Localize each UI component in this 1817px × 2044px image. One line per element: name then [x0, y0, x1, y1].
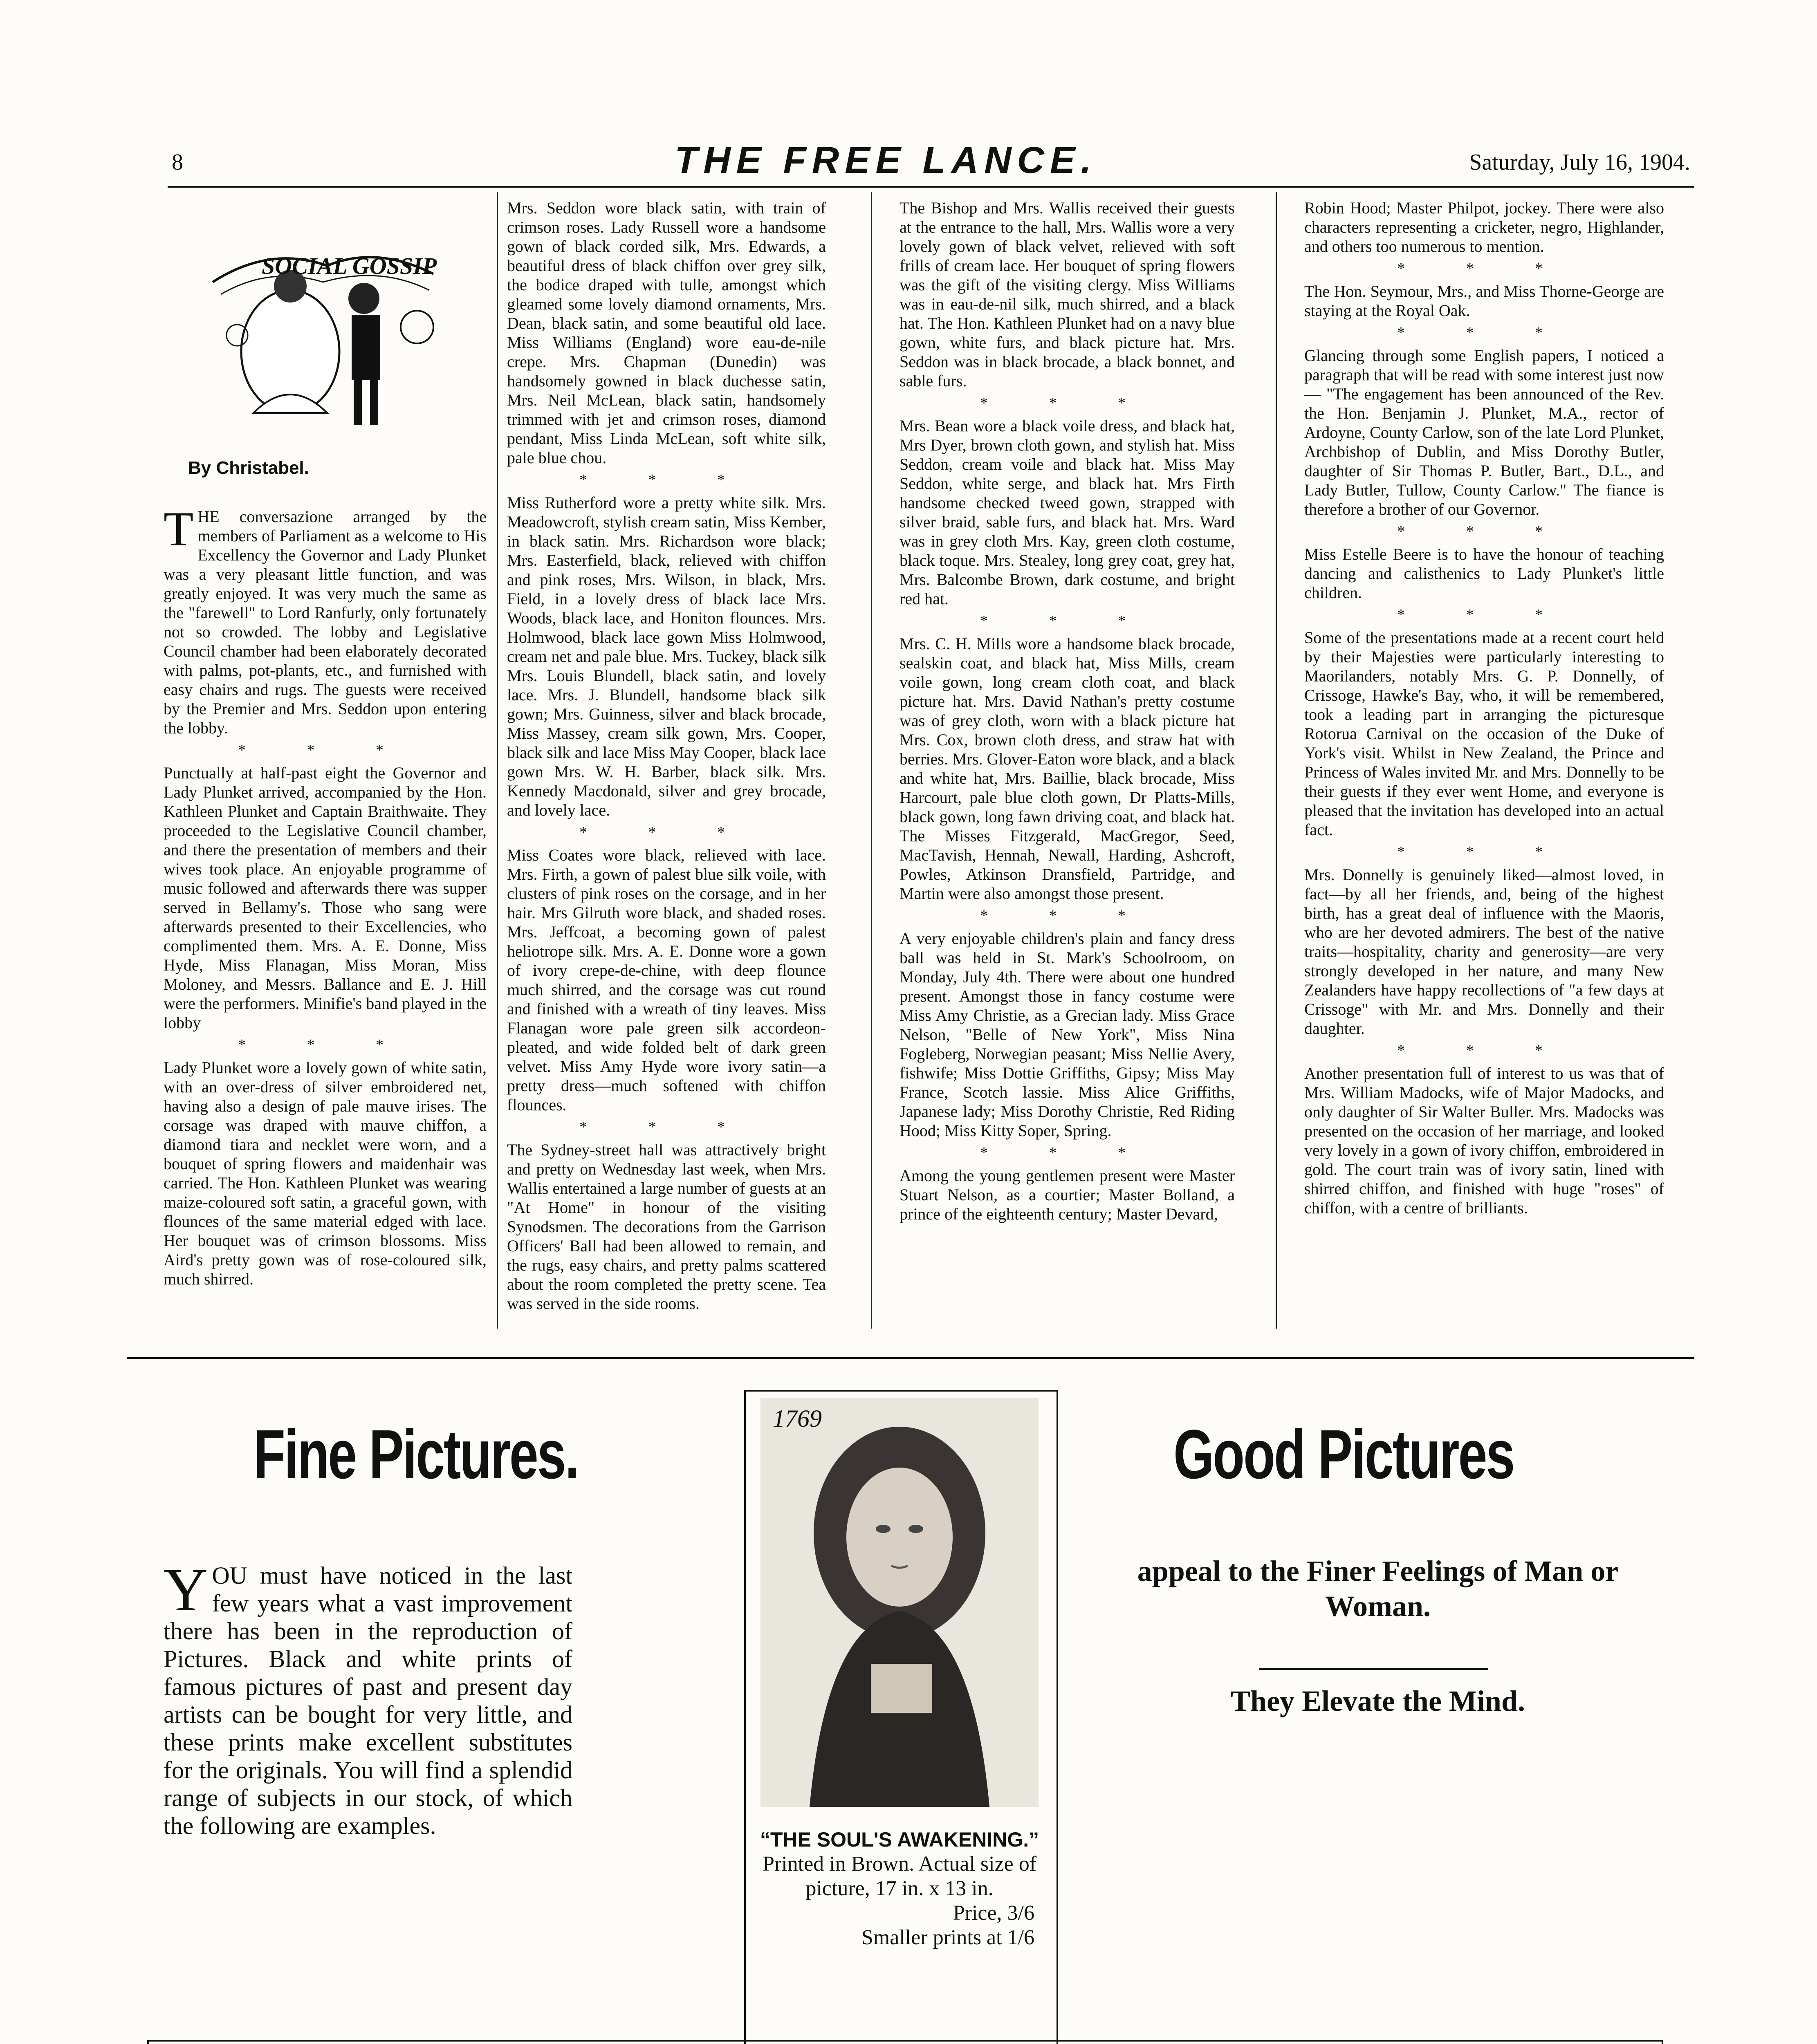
paragraph: Glancing through some English papers, I noticed a paragraph that will be read with some interest just now — "The engagement has been announced of the Rev. the Hon. Benjamin J. Plunket, M.A., rector of Ardoyne, County Carlow, son of the late Lord Plunket, Archbishop of Dublin, and Miss Dorothy Butler, daughter of Sir Thomas P. Butler, Bart., D.L., and Lady Butler, Tullow, County Carlow." The fiance is therefore a brother of our Governor.: [1304, 346, 1664, 518]
fine-pictures-body: [164, 1556, 572, 1840]
good-pictures-tagline-2: They Elevate the Mind.: [1231, 1685, 1525, 1717]
column-divider: [871, 192, 872, 1329]
column-divider: [497, 192, 498, 1329]
section-separator: * * *: [1397, 260, 1571, 277]
social-gossip-logo: [188, 229, 466, 437]
section-separator: * * *: [1397, 523, 1571, 540]
plate-number: 1769: [773, 1405, 822, 1432]
paragraph: Miss Rutherford wore a pretty white silk. Mrs. Meadowcroft, stylish cream satin, Miss Kember, in black satin. Mrs. Richardson wore black; Mrs. Easterfield, black, relieved with chiffon and pink roses, Mrs. Wilson, in black, Mrs. Field, in a lovely dress of black lace Mrs. Woods, black lace, and Honiton flounces. Mrs. Holmwood, black lace gown Miss Holmwood, cream net and pale blue. Mrs. Tuckey, black silk Mrs. Louis Blundell, black satin, and lovely lace. Mrs. J. Blundell, handsome black silk gown; Mrs. Guinness, silver and black brocade, Miss Massey, cream silk gown, Mrs. Cooper, black silk and lace Miss May Cooper, black lace gown Mrs. W. H. Barber, black silk. Mrs. Kennedy Macdonald, silver and grey brocade, and lovely lace.: [507, 493, 826, 819]
paragraph: Punctually at half-past eight the Governor and Lady Plunket arrived, accompanied by the Hon. Kathleen Plunket and Captain Braithwaite. They proceeded to the Legislative Council chamber, and there the presentation of members and their wives took place. An enjoyable programme of music followed and afterwards there was supper served in Bellamy's. Those who sang were afterwards presented to their Excellencies, who complimented them. Mrs. A. E. Donne, Miss Hyde, Miss Flanagan, Miss Moran, Miss Moloney, and Messrs. Ballance and E. J. Hill were the performers. Minifie's band played in the lobby: [164, 764, 487, 1032]
caption-price: Price, 3/6: [953, 1901, 1034, 1925]
advert-top-rule: [127, 1357, 1694, 1359]
caption-line: Printed in Brown. Actual size of: [762, 1852, 1037, 1876]
good-pictures-heading: Good Pictures: [1173, 1416, 1514, 1493]
paragraph: Another presentation full of interest to us was that of Mrs. William Madocks, wife of Major Madocks, and only daughter of Sir Walter Buller. Mrs. Madocks was presented on the occasion of her marriage, and looked very lovely in a gown of ivory chiffon, embroidered in gold. The court train was of ivory satin, lined with shirred chiffon, and finished with huge "roses" of chiffon, with a centre of brilliants.: [1304, 1064, 1664, 1217]
paragraph: The Bishop and Mrs. Wallis received their guests at the entrance to the hall, Mrs. Wallis wore a very lovely gown of black velvet, relieved with soft frills of cream lace. Her bouquet of spring flowers was the gift of the visiting clergy. Miss Williams was in eau-de-nil silk, much shirred, and a black hat. The Hon. Kathleen Plunket had on a navy blue gown, white furs, and black picture hat. Mrs. Seddon was in black brocade, a black bonnet, and sable furs.: [900, 199, 1235, 390]
column-divider: [1276, 192, 1277, 1329]
byline: By Christabel.: [188, 458, 309, 478]
good-pictures-tagline: appeal to the Finer Feelings of Man or Woman.: [1137, 1555, 1619, 1623]
article-column-2: [507, 198, 826, 1316]
tagline-rule: [1259, 1668, 1488, 1670]
article-column-3: [900, 198, 1235, 1226]
paragraph-text: HE conversazione arranged by the members of Parliament as a welcome to His Excellency the Governor and Lady Plunket was a very pleasant little function, and was greatly enjoyed. It was very much the same as the "farewell" to Lord Ranfurly, only fortunately not so crowded. The lobby and Legislative Council chamber had been elaborately decorated with palms, pot-plants, etc., and furnished with easy chairs and rugs. The guests were received by the Premier and Mrs. Seddon upon entering the lobby.: [164, 507, 487, 737]
soul-awakening-picture: [760, 1398, 1039, 1807]
article-column-4: [1304, 198, 1664, 1220]
paragraph: A very enjoyable children's plain and fancy dress ball was held in St. Mark's Schoolroom, on Monday, July 4th. There were about one hundred present. Amongst those in fancy costume were Miss Amy Christie, as a Grecian lady. Miss Grace Nelson, "Belle of New York", Miss Nina Fogleberg, Norwegian peasant; Miss Nellie Avery, fishwife; Miss Dottie Griffiths, Gipsy; Miss May France, Scotch lassie. Miss Alice Griffiths, Japanese lady; Miss Dorothy Christie, Red Riding Hood; Miss Kitty Soper, Spring.: [900, 929, 1235, 1140]
fine-pictures-text: OU must have noticed in the last few years what a vast improvement there has been in the reproduction of Pictures. Black and white prints of famous pictures of past and present day artists can be bought for very little, and these prints make excellent substitutes for the originals. You will find a splendid range of subjects in our stock, of which the following are examples.: [164, 1562, 572, 1839]
header-rule: [168, 186, 1694, 188]
paragraph: Mrs. Seddon wore black satin, with train of crimson roses. Lady Russell wore a handsome gown of black corded silk, Mrs. Edwards, a beautiful dress of black chiffon over grey silk, the bodice draped with tulle, amongst which gleamed some lovely diamond ornaments, Mrs. Dean, black satin, and some beautiful old lace. Miss Williams (England) wore eau-de-nile crepe. Mrs. Chapman (Dunedin) was handsomely gowned in black duchesse satin, Mrs. Neil McLean, black satin, handsomely trimmed with jet and crimson roses, diamond pendant, Miss Linda McLean, soft white silk, pale blue chou.: [507, 199, 826, 467]
paragraph: Miss Estelle Beere is to have the honour of teaching dancing and calisthenics to Lady Plunket's little children.: [1304, 545, 1664, 602]
paragraph: The Sydney-street hall was attractively bright and pretty on Wednesday last week, when Mrs. Wallis entertained a large number of guests at an "At Home" in honour of the visiting Synodsmen. The decorations from the Garrison Officers' Ball had been allowed to remain, and the rugs, easy chairs, and pretty palms scattered about the room completed the pretty scene. Tea was served in the side rooms.: [507, 1141, 826, 1313]
section-separator: * * *: [238, 742, 412, 759]
paragraph: Lady Plunket wore a lovely gown of white satin, with an over-dress of silver embroidered net, having also a design of pale mauve irises. The corsage was draped with mauve chiffon, a diamond tiara and necklet were worn, and a bouquet of spring flowers and maidenhair was carried. The Hon. Kathleen Plunket was wearing maize-coloured soft satin, a graceful gown, with flounces of the same material edged with lace. Her bouquet was of crimson blossoms. Miss Aird's pretty gown was of rose-coloured silk, much shirred.: [164, 1058, 487, 1288]
section-separator: * * *: [1397, 606, 1571, 623]
page-number: 8: [172, 150, 183, 175]
drop-cap: Y: [164, 1556, 208, 1624]
article-column-1: [164, 502, 487, 1291]
caption-smaller-prints: Smaller prints at 1/6: [861, 1926, 1034, 1949]
paragraph: Mrs. Donnelly is genuinely liked—almost loved, in fact—by all her friends, and, being of the highest birth, has a great deal of influence with the Maoris, who are her devoted admirers. The best of the native traits—hospitality, charity and generosity—are very strongly developed in her nature, and many New Zealanders have happy recollections of "a few days at Crissoge" with Mr. and Mrs. Donnelly and their daughter.: [1304, 865, 1664, 1038]
section-separator: * * *: [980, 612, 1154, 630]
section-separator: * * *: [1397, 843, 1571, 861]
masthead: THE FREE LANCE.: [675, 139, 1097, 181]
paragraph: Some of the presentations made at a recent court held by their Majesties were particularly interesting to Maorilanders, notably Mrs. G. P. Donnelly, of Crissoge, Hawke's Bay, who, it will be remembered, took a leading part in arranging the picturesque Rotorua Carnival on the occasion of the Duke of York's visit. Whilst in New Zealand, the Prince and Princess of Wales invited Mr. and Mrs. Donnelly to be their guests if they ever went Home, and everyone is pleased that the invitation has developed into an actual fact.: [1304, 628, 1664, 839]
paragraph: Mrs. Bean wore a black voile dress, and black hat, Mrs Dyer, brown cloth gown, and stylish hat. Miss Seddon, cream voile and black hat. Miss May Seddon, white serge, and black hat. Mrs Firth handsome checked tweed gown, strapped with silver braid, sable furs, and black hat. Mrs. Ward was in grey cloth Mrs. Kay, green cloth costume, black toque. Mrs. Stealey, long grey coat, grey hat, Mrs. Balcombe Brown, dark costume, and bright red hat.: [900, 417, 1235, 608]
paragraph: Mrs. C. H. Mills wore a handsome black brocade, sealskin coat, and black hat, Miss Mills, cream voile gown, long cream cloth coat, and black picture hat. Mrs. David Nathan's pretty costume was of grey cloth, worn with a black picture hat Mrs. Cox, brown cloth dress, and straw hat with berries. Mrs. Glover-Eaton wore black, and a black and white hat, Mrs. Baillie, black brocade, Miss Harcourt, pale blue cloth gown, Dr Platts-Mills, black gown, long fawn driving coat, and black hat. The Misses Fitzgerald, MacGregor, Seed, MacTavish, Hennah, Newall, Harding, Ashcroft, Powles, Atkinson Dransfield, Partridge, and Martin were also amongst those present.: [900, 634, 1235, 903]
caption-title: “THE SOUL'S AWAKENING.”: [760, 1828, 1039, 1851]
paragraph: Among the young gentlemen present were Master Stuart Nelson, as a courtier; Master Bolland, a prince of the eighteenth century; Master Devard,: [900, 1166, 1235, 1223]
section-separator: * * *: [1397, 1042, 1571, 1059]
drop-cap: T: [164, 502, 194, 556]
section-separator: * * *: [238, 1036, 412, 1053]
paragraph: [164, 502, 487, 737]
paragraph: The Hon. Seymour, Mrs., and Miss Thorne-George are staying at the Royal Oak.: [1304, 282, 1664, 320]
fine-pictures-heading: Fine Pictures.: [253, 1416, 579, 1493]
section-separator: * * *: [579, 824, 754, 841]
logo-lettering: SOCIAL GOSSIP: [262, 253, 437, 279]
paragraph: Miss Coates wore black, relieved with lace. Mrs. Firth, a gown of palest blue silk voile, with clusters of pink roses on the corsage, and in her hair. Mrs Gilruth wore black, and shaded roses. Mrs. Jeffcoat, a becoming gown of palest heliotrope silk. Mrs. A. E. Donne wore a gown of ivory crepe-de-chine, with deep flounce much shirred, and the corsage was cut round and finished with a wreath of tiny leaves. Miss Flanagan wore pale green silk accordeon-pleated, and wide folded belt of dark green velvet. Miss Amy Hyde wore ivory satin—a pretty dress—much softened with chiffon flounces.: [507, 846, 826, 1114]
issue-date: Saturday, July 16, 1904.: [1469, 150, 1690, 175]
paragraph: Robin Hood; Master Philpot, jockey. There were also characters representing a cricketer, negro, Highlander, and others too numerous to mention.: [1304, 199, 1664, 256]
section-separator: * * *: [980, 1144, 1154, 1161]
caption-line: picture, 17 in. x 13 in.: [805, 1877, 994, 1900]
section-separator: * * *: [980, 394, 1154, 412]
section-separator: * * *: [980, 907, 1154, 924]
soul-awakening-caption: [748, 1827, 1051, 1950]
section-separator: * * *: [579, 1118, 754, 1136]
bottom-advert-frame: [147, 2040, 1663, 2044]
section-separator: * * *: [1397, 324, 1571, 341]
section-separator: * * *: [579, 471, 754, 489]
